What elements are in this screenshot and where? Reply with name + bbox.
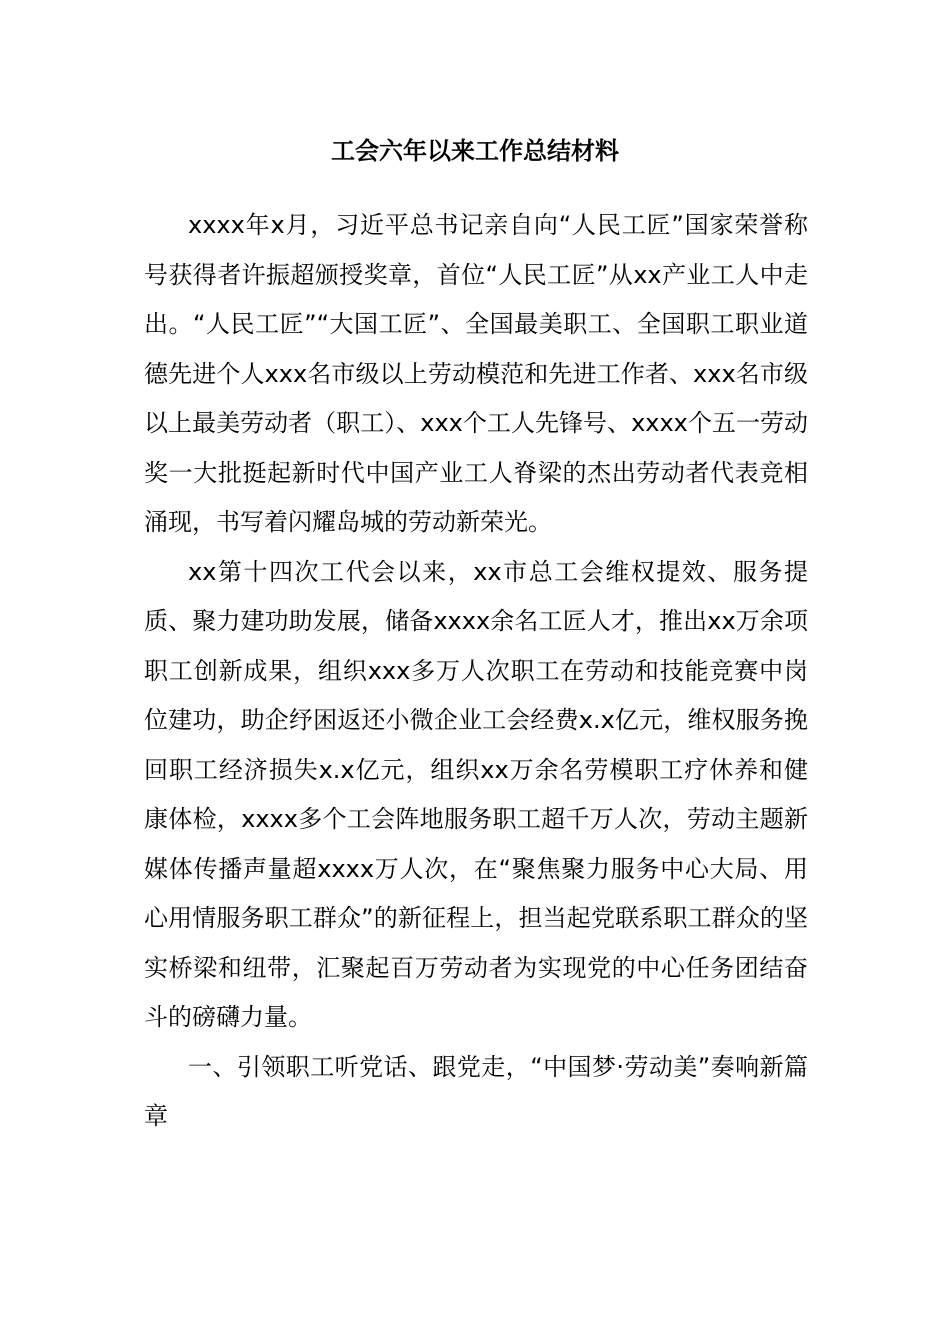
paragraph-achievements: xx第十四次工代会以来，xx市总工会维权提效、服务提质、聚力建功助发展，储备xxxx余名工匠人才，推出xx万余项职工创新成果，组织xxx多万人次职工在劳动和技能竞赛中岗位建功，助企纾困返还小微企业工会经费x.x亿元，维权服务挽回职工经济损失x.x亿元，组织xx万余名劳模职工疗休养和健康体检，xxxx多个工会阵地服务职工超千万人次，劳动主题新媒体传播声量超xxxx万人次，在“聚焦聚力服务中心大局、用心用情服务职工群众”的新征程上，担当起党联系职工群众的坚实桥梁和纽带，汇聚起百万劳动者为实现党的中心任务团结奋斗的磅礴力量。: [144, 557, 808, 1031]
paragraph-intro: xxxx年x月，习近平总书记亲自向“人民工匠”国家荣誉称号获得者许振超颁授奖章，首位“人民工匠”从xx产业工人中走出。“人民工匠”“大国工匠”、全国最美职工、全国职工职业道德先进个人xxx名市级以上劳动模范和先进工作者、xxx名市级以上最美劳动者（职工）、xxx个工人先锋号、xxxx个五一劳动奖一大批挺起新时代中国产业工人脊梁的杰出劳动者代表竞相涌现，书写着闪耀岛城的劳动新荣光。: [144, 211, 808, 536]
document-title: 工会六年以来工作总结材料: [331, 137, 619, 165]
document-body: [144, 201, 808, 1142]
section-heading-1: 一、引领职工听党话、跟党走，“中国梦·劳动美”奏响新篇章: [144, 1052, 808, 1130]
